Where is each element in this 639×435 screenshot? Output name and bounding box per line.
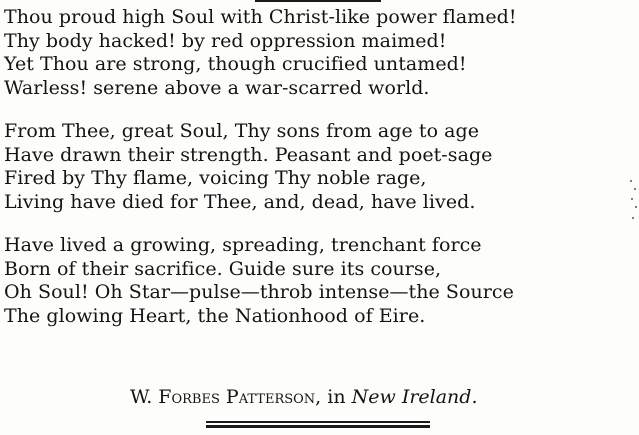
poem-line: Have lived a growing, spreading, trenchant force [4, 234, 482, 256]
poem-line: Born of their sacrifice. Guide sure its course, [4, 257, 442, 280]
poem-line: Living have died for Thee, and, dead, have lived. [4, 190, 476, 213]
attribution [130, 386, 478, 409]
author-name: W. Forbes Patterson, [130, 386, 322, 408]
poem-line: Fired by Thy flame, voicing Thy noble rage, [4, 167, 427, 189]
stanza-3 [4, 234, 636, 328]
poem-line: Thou proud high Soul with Christ-like power flamed! [4, 6, 517, 28]
stanza-1 [4, 6, 636, 100]
poem-line: Warless! serene above a war-scarred world. [4, 76, 430, 99]
stanza-2 [4, 120, 636, 214]
poem-line: The glowing Heart, the Nationhood of Eire. [4, 304, 426, 327]
poem [4, 6, 636, 348]
poem-line: Oh Soul! Oh Star—pulse—throb intense—the Source [4, 281, 514, 303]
top-divider-rule [255, 0, 381, 2]
poem-line: From Thee, great Soul, Thy sons from age to age [4, 120, 480, 142]
bottom-divider-rule [206, 421, 430, 423]
print-specks [629, 176, 637, 224]
publication-name: New Ireland. [351, 386, 478, 408]
attribution-connector: in [327, 386, 346, 408]
poem-line: Thy body hacked! by red oppression maimed! [4, 29, 447, 52]
bottom-divider-rule-thick [206, 425, 430, 428]
poem-line: Yet Thou are strong, though crucified untamed! [4, 53, 467, 75]
poem-line: Have drawn their strength. Peasant and poet-sage [4, 143, 493, 166]
